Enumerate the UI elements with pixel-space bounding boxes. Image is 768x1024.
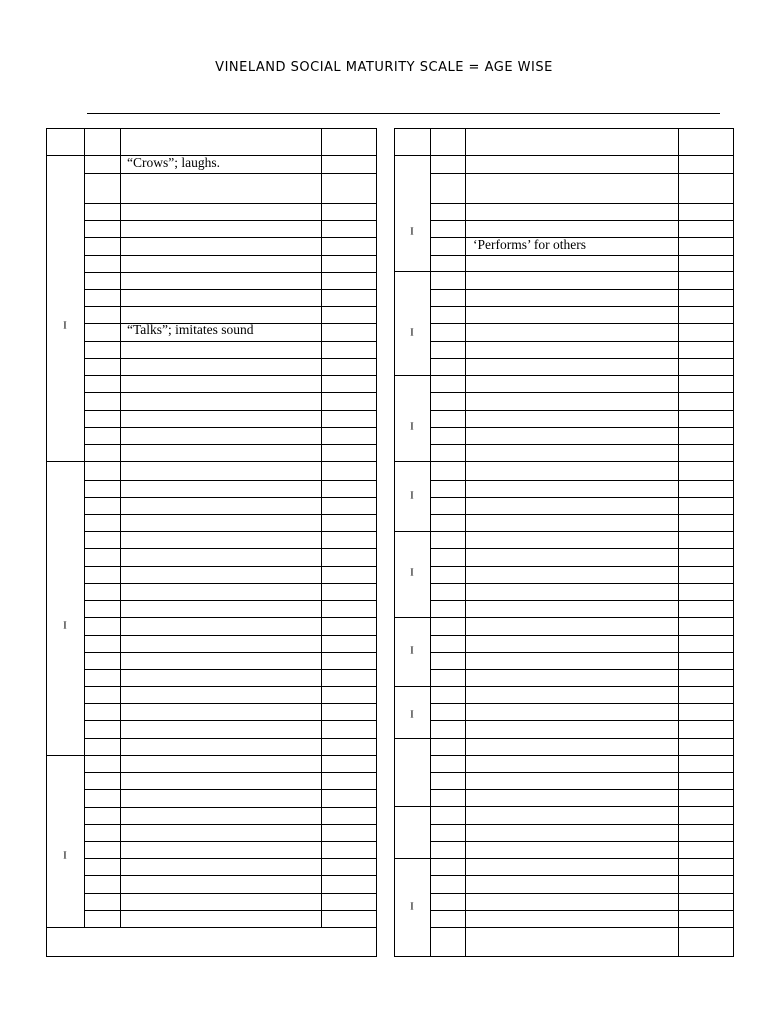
age-marker: I: [410, 566, 414, 579]
age-marker: I: [410, 900, 414, 913]
row-divider: [84, 410, 377, 411]
row-divider: [84, 480, 377, 481]
age-marker: I: [410, 489, 414, 502]
row-divider: [84, 841, 377, 842]
row-divider: [84, 910, 377, 911]
age-marker: I: [410, 420, 414, 433]
row-divider: [84, 531, 377, 532]
row-divider: [84, 220, 377, 221]
row-divider: [84, 341, 377, 342]
row-divider: [430, 497, 734, 498]
row-divider: [430, 255, 734, 256]
row-divider: [84, 652, 377, 653]
row-divider: [84, 444, 377, 445]
age-marker: I: [63, 319, 67, 332]
title-underline: [87, 113, 720, 114]
row-divider: [430, 600, 734, 601]
item-text-talks-imitates: “Talks”; imitates sound: [127, 322, 254, 337]
row-divider: [430, 323, 734, 324]
row-divider: [430, 824, 734, 825]
age-group-divider: [46, 461, 377, 462]
age-marker: I: [63, 849, 67, 862]
row-divider: [84, 272, 377, 273]
row-divider: [430, 703, 734, 704]
row-divider: [430, 410, 734, 411]
age-group-divider: [394, 461, 734, 462]
row-divider: [430, 548, 734, 549]
row-divider: [430, 306, 734, 307]
row-divider: [84, 173, 377, 174]
header-divider: [46, 155, 377, 156]
row-divider: [84, 548, 377, 549]
item-text-performs-for-others: ‘Performs’ for others: [473, 237, 586, 252]
row-divider: [84, 392, 377, 393]
age-group-divider: [394, 738, 734, 739]
row-divider: [430, 358, 734, 359]
age-marker: I: [410, 225, 414, 238]
age-group-divider: [394, 686, 734, 687]
age-marker: I: [410, 326, 414, 339]
row-divider: [430, 220, 734, 221]
row-divider: [84, 358, 377, 359]
age-group-divider: [46, 755, 377, 756]
row-divider: [430, 444, 734, 445]
item-text-crows-laughs: “Crows”; laughs.: [127, 155, 220, 170]
row-divider: [430, 566, 734, 567]
left-scale-table: [46, 128, 377, 957]
row-divider: [430, 789, 734, 790]
row-divider: [84, 635, 377, 636]
age-marker: I: [410, 644, 414, 657]
row-divider: [430, 635, 734, 636]
row-divider: [84, 686, 377, 687]
page-title: VINELAND SOCIAL MATURITY SCALE = AGE WISE: [215, 60, 553, 75]
row-divider: [430, 583, 734, 584]
row-divider: [430, 173, 734, 174]
row-divider: [430, 341, 734, 342]
row-divider: [84, 566, 377, 567]
column-divider: [678, 128, 679, 957]
row-divider: [430, 927, 734, 928]
row-divider: [84, 738, 377, 739]
row-divider: [430, 875, 734, 876]
age-group-divider: [394, 617, 734, 618]
row-divider: [430, 514, 734, 515]
row-divider: [84, 497, 377, 498]
row-divider: [430, 203, 734, 204]
age-group-divider: [394, 531, 734, 532]
row-divider: [84, 289, 377, 290]
age-group-divider: [46, 927, 377, 928]
row-divider: [84, 514, 377, 515]
row-divider: [84, 772, 377, 773]
age-group-divider: [394, 271, 734, 272]
row-divider: [84, 617, 377, 618]
row-divider: [84, 237, 377, 238]
row-divider: [84, 306, 377, 307]
age-marker: I: [63, 619, 67, 632]
row-divider: [84, 255, 377, 256]
row-divider: [84, 203, 377, 204]
row-divider: [430, 720, 734, 721]
column-divider: [430, 128, 431, 957]
row-divider: [430, 652, 734, 653]
row-divider: [84, 427, 377, 428]
row-divider: [84, 875, 377, 876]
row-divider: [84, 600, 377, 601]
row-divider: [430, 427, 734, 428]
row-divider: [84, 789, 377, 790]
row-divider: [430, 910, 734, 911]
row-divider: [84, 858, 377, 859]
row-divider: [430, 480, 734, 481]
row-divider: [430, 669, 734, 670]
row-divider: [84, 669, 377, 670]
age-marker: I: [410, 708, 414, 721]
age-group-divider: [394, 858, 734, 859]
row-divider: [430, 841, 734, 842]
row-divider: [84, 807, 377, 808]
column-divider: [465, 128, 466, 957]
row-divider: [430, 392, 734, 393]
age-group-divider: [394, 375, 734, 376]
row-divider: [84, 720, 377, 721]
age-group-divider: [394, 806, 734, 807]
row-divider: [84, 323, 377, 324]
row-divider: [430, 772, 734, 773]
row-divider: [84, 824, 377, 825]
row-divider: [430, 755, 734, 756]
row-divider: [84, 703, 377, 704]
row-divider: [84, 583, 377, 584]
header-divider: [394, 155, 734, 156]
row-divider: [84, 893, 377, 894]
row-divider: [430, 893, 734, 894]
row-divider: [84, 375, 377, 376]
row-divider: [430, 289, 734, 290]
row-divider: [430, 237, 734, 238]
